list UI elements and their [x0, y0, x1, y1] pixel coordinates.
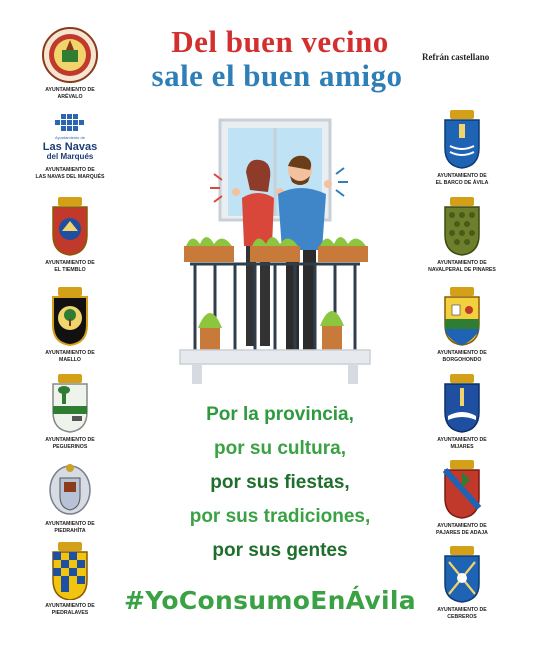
arevalo-seal-icon [40, 26, 100, 84]
crest-caption-line1: AYUNTAMIENTO DE [437, 260, 487, 266]
balcony-illustration [150, 118, 390, 393]
crest-caption-line2: NAVALPERAL DE PINARES [428, 267, 496, 274]
borgohondo-shield-icon [440, 285, 484, 347]
crest-caption-line2: PIEDRALAVES [51, 610, 89, 617]
crest-caption-line1: AYUNTAMIENTO DE [437, 437, 487, 443]
crest-caption-line2: EL BARCO DE ÁVILA [435, 180, 489, 187]
crest-pajares-de-adaja [412, 458, 512, 537]
crest-caption-line1: AYUNTAMIENTO DE [45, 260, 95, 266]
crest-mijares [412, 372, 512, 451]
piedralaves-shield-icon [48, 540, 92, 600]
las-navas-logo-icon [39, 112, 101, 164]
crest-caption-line2: CEBREROS [447, 614, 477, 621]
las-navas-logo-title: Las Navas [42, 141, 98, 153]
crest-las-navas [20, 112, 120, 181]
balcony-floor [180, 350, 370, 364]
crest-borgohondo [412, 285, 512, 364]
crest-caption-line1: AYUNTAMIENTO DE [437, 173, 487, 179]
crest-caption-line1: AYUNTAMIENTO DE [45, 87, 95, 93]
slogan-line-5: por sus gentes [212, 540, 348, 561]
balcony-support-left [192, 364, 202, 384]
crest-caption-line2: ARÉVALO [57, 94, 83, 101]
crest-caption-line2: EL TIEMBLO [54, 267, 86, 274]
las-navas-logo-small-text: Ayuntamiento de [55, 135, 85, 140]
crest-caption-line1: AYUNTAMIENTO DE [437, 350, 487, 356]
potted-plants [198, 311, 344, 350]
maello-shield-icon [48, 285, 92, 347]
crest-caption-line1: AYUNTAMIENTO DE [45, 167, 95, 173]
planter-boxes [184, 237, 368, 262]
crest-maello [20, 285, 120, 364]
crest-piedralaves [20, 540, 120, 617]
crest-navalperal [412, 195, 512, 274]
mijares-shield-icon [440, 372, 484, 434]
crest-caption-line1: AYUNTAMIENTO DE [45, 437, 95, 443]
slogan-line-4: por sus tradiciones, [189, 506, 371, 527]
crest-caption-line1: AYUNTAMIENTO DE [45, 521, 95, 527]
slogan-line-2: por su cultura, [214, 438, 346, 459]
crest-caption-line1: AYUNTAMIENTO DE [437, 607, 487, 613]
title-line-1: Del buen vecino [171, 24, 389, 59]
las-navas-logo-subtitle: del Marqués [46, 152, 94, 161]
crest-arevalo [20, 26, 120, 101]
crest-caption-line2: MIJARES [450, 444, 474, 451]
crest-caption-line2: PAJARES DE ADAJA [436, 530, 488, 537]
crest-caption-line2: PEGUERINOS [52, 444, 88, 451]
crest-caption-line1: AYUNTAMIENTO DE [437, 523, 487, 529]
crest-caption-line2: LAS NAVAS DEL MARQUÉS [35, 174, 105, 181]
crest-caption-line2: MAELLO [59, 357, 81, 364]
crest-caption-line1: AYUNTAMIENTO DE [45, 350, 95, 356]
campaign-hashtag: #YoConsumoEnÁvila [124, 586, 416, 615]
navalperal-shield-icon [440, 195, 484, 257]
proverb-attribution: Refrán castellano [422, 52, 490, 62]
crest-el-tiemblo [20, 195, 120, 274]
el-tiemblo-shield-icon [48, 195, 92, 257]
crest-caption-line2: PIEDRAHÍTA [54, 528, 86, 535]
crest-caption-line2: BORGOHONDO [442, 357, 482, 364]
pajares-shield-icon [440, 458, 484, 520]
piedrahita-shield-icon [46, 460, 94, 518]
slogan-line-1: Por la provincia, [206, 404, 354, 425]
crest-piedrahita [20, 460, 120, 535]
balcony-support-right [348, 364, 358, 384]
peguerinos-shield-icon [48, 372, 92, 434]
title-line-2: sale el buen amigo [151, 58, 403, 93]
crest-el-barco-de-avila [412, 108, 512, 187]
crest-peguerinos [20, 372, 120, 451]
el-barco-shield-icon [440, 108, 484, 170]
slogan-line-3: por sus fiestas, [210, 472, 350, 493]
crest-caption-line1: AYUNTAMIENTO DE [45, 603, 95, 609]
cebreros-shield-icon [440, 544, 484, 604]
clap-marks-right [336, 168, 348, 196]
